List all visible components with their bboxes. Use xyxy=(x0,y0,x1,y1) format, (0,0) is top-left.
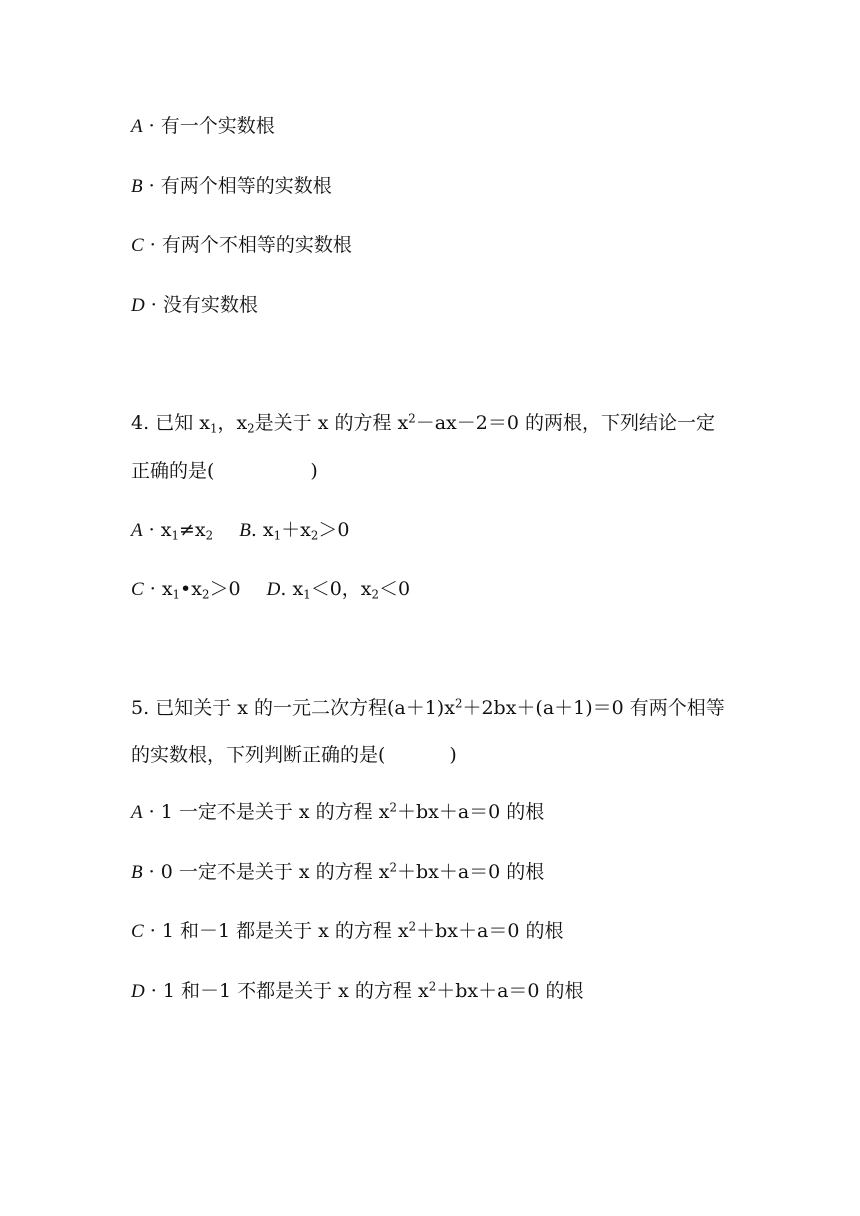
option-text: 1 一定不是关于 x 的方程 x xyxy=(160,801,390,823)
option-text: ＞0 xyxy=(318,519,350,541)
subscript: 2 xyxy=(371,587,380,602)
q4-options-ab xyxy=(131,518,349,543)
question-number: 5. xyxy=(131,697,150,719)
q5-stem-line1 xyxy=(131,696,725,720)
option-separator: · xyxy=(149,234,156,256)
option-text: x xyxy=(292,578,304,600)
option-text: 有两个不相等的实数根 xyxy=(161,234,352,256)
q5-option-b xyxy=(131,860,544,885)
option-text: 有两个相等的实数根 xyxy=(160,175,332,197)
option-text: ＋bx＋a＝0 的根 xyxy=(396,801,545,823)
stem-text: 已知关于 x 的一元二次方程(a＋1)x xyxy=(155,697,455,719)
subscript: 1 xyxy=(172,587,181,602)
option-separator: · xyxy=(149,578,156,600)
q3-option-b xyxy=(131,174,332,199)
option-text: ≠x xyxy=(178,519,206,541)
option-text: ＜0 xyxy=(379,578,411,600)
subscript: 1 xyxy=(273,528,282,543)
option-label: A xyxy=(131,802,143,823)
q4-stem-line2 xyxy=(131,459,318,483)
option-label: B xyxy=(239,520,251,541)
stem-text: ，x xyxy=(217,412,248,434)
superscript: 2 xyxy=(389,860,397,875)
option-text: 1 和－1 不都是关于 x 的方程 x xyxy=(162,980,429,1002)
q3-option-a xyxy=(131,114,275,139)
option-label: C xyxy=(131,579,144,600)
option-label: A xyxy=(131,520,143,541)
option-label: A xyxy=(131,116,143,137)
q4-stem-line1 xyxy=(131,411,715,435)
option-text: •x xyxy=(180,578,202,600)
stem-text: －ax－2＝0 的两根，下列结论一定 xyxy=(415,412,715,434)
option-label: B xyxy=(131,862,143,883)
option-text: 0 一定不是关于 x 的方程 x xyxy=(160,861,390,883)
subscript: 2 xyxy=(201,587,210,602)
q3-option-d xyxy=(131,293,258,318)
subscript: 2 xyxy=(310,528,319,543)
stem-text: 已知 x xyxy=(155,412,210,434)
option-separator: · xyxy=(148,861,155,883)
superscript: 2 xyxy=(408,919,417,934)
superscript: 2 xyxy=(408,411,416,426)
subscript: 2 xyxy=(247,421,255,436)
option-text: x xyxy=(161,578,173,600)
superscript: 2 xyxy=(389,800,397,815)
stem-text: ) xyxy=(449,744,457,766)
superscript: 2 xyxy=(428,979,437,994)
option-text: ＞0 xyxy=(209,578,241,600)
q3-option-c xyxy=(131,233,352,258)
option-separator: . xyxy=(250,519,257,541)
option-separator: · xyxy=(148,175,155,197)
option-separator: · xyxy=(148,519,155,541)
option-text: 1 和－1 都是关于 x 的方程 x xyxy=(161,920,409,942)
option-separator: · xyxy=(148,115,155,137)
stem-text: 是关于 x 的方程 x xyxy=(254,412,409,434)
option-separator: · xyxy=(150,294,157,316)
q4-options-cd xyxy=(131,577,410,602)
question-number: 4. xyxy=(131,412,150,434)
option-text: ＋x xyxy=(281,519,311,541)
option-label: C xyxy=(131,921,144,942)
option-text: 有一个实数根 xyxy=(160,115,275,137)
option-text: x xyxy=(262,519,274,541)
subscript: 1 xyxy=(209,421,218,436)
option-text: ＜0，x xyxy=(310,578,372,600)
stem-text: 正确的是( xyxy=(131,460,215,482)
superscript: 2 xyxy=(454,696,463,711)
option-label: D xyxy=(131,295,145,316)
option-separator: · xyxy=(148,801,155,823)
q5-stem-line2 xyxy=(131,743,457,767)
q5-option-c xyxy=(131,919,563,944)
q5-option-a xyxy=(131,800,544,825)
stem-text: ) xyxy=(310,460,318,482)
option-separator: · xyxy=(150,980,157,1002)
option-text: ＋bx＋a＝0 的根 xyxy=(416,920,564,942)
subscript: 2 xyxy=(205,528,214,543)
option-label: C xyxy=(131,235,144,256)
option-text: ＋bx＋a＝0 的根 xyxy=(396,861,545,883)
stem-text: ＋2bx＋(a＋1)＝0 有两个相等 xyxy=(462,697,725,719)
option-separator: · xyxy=(149,920,156,942)
option-text: x xyxy=(160,519,172,541)
stem-text: 的实数根，下列判断正确的是( xyxy=(131,744,386,766)
option-text: 没有实数根 xyxy=(162,294,258,316)
option-label: D xyxy=(266,579,281,600)
subscript: 1 xyxy=(171,528,179,543)
option-separator: . xyxy=(280,578,287,600)
option-label: B xyxy=(131,176,143,197)
q5-option-d xyxy=(131,979,584,1004)
option-text: ＋bx＋a＝0 的根 xyxy=(436,980,584,1002)
option-label: D xyxy=(131,981,145,1002)
subscript: 1 xyxy=(303,587,311,602)
